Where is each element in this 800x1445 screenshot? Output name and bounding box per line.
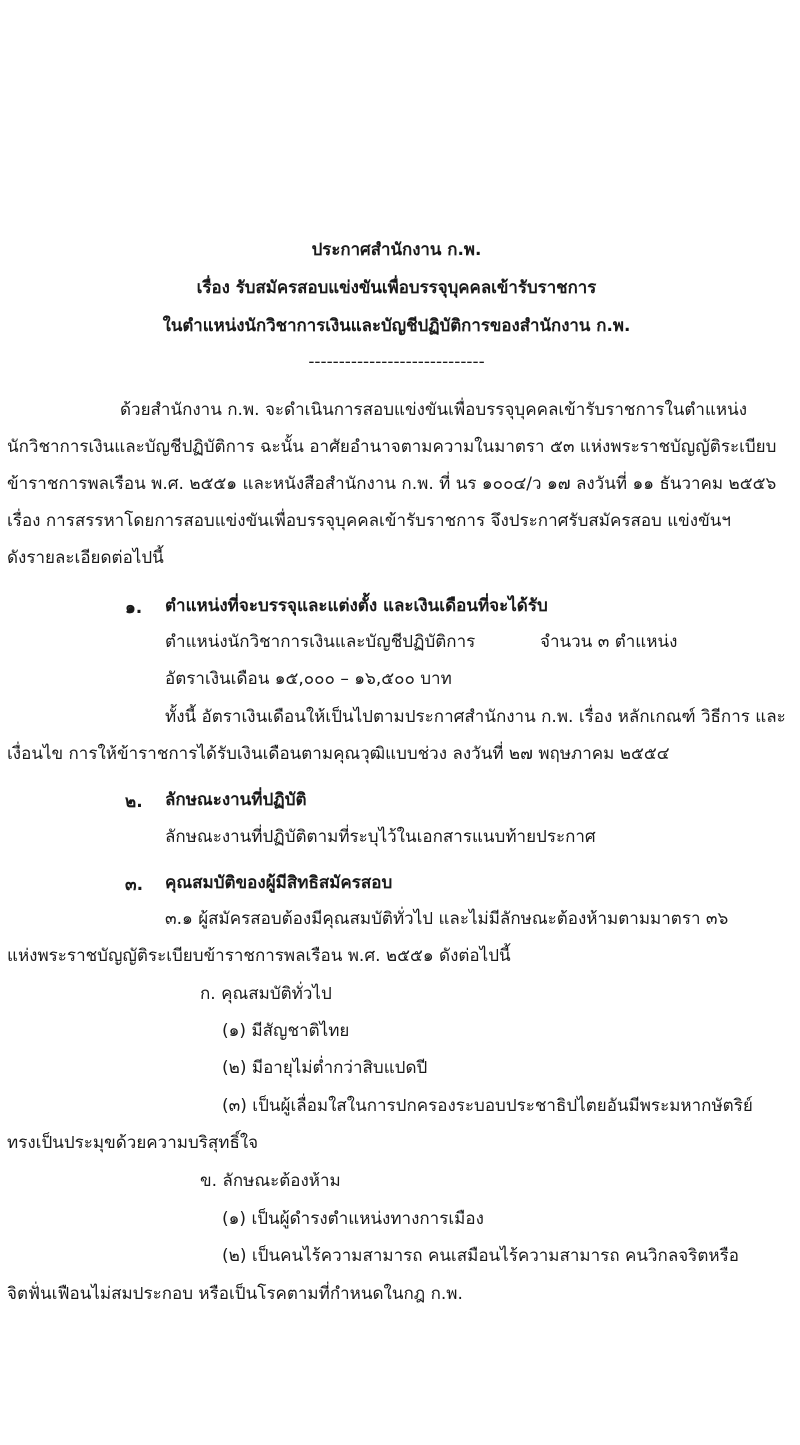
section-2-number: ๒. — [125, 792, 143, 812]
document-subject-line-2: ในตำแหน่งนักวิชาการเงินและบัญชีปฏิบัติการของสำนักงาน ก.พ. — [162, 316, 631, 336]
job-description: ลักษณะงานที่ปฏิบัติตามที่ระบุไว้ในเอกสารแนบท้ายประกาศ — [165, 827, 596, 847]
intro-line-1: ด้วยสำนักงาน ก.พ. จะดำเนินการสอบแข่งขันเพื่อบรรจุบุคคลเข้ารับราชการในตำแหน่ง — [120, 400, 748, 420]
section-1-number: ๑. — [125, 598, 143, 618]
document-title: ประกาศสำนักงาน ก.พ. — [311, 240, 482, 260]
intro-line-5: ดังรายละเอียดต่อไปนี้ — [7, 548, 164, 568]
section-2-heading: ลักษณะงานที่ปฏิบัติ — [165, 790, 307, 810]
prohibition-item-1: (๑) เป็นผู้ดำรงตำแหน่งทางการเมือง — [222, 1209, 484, 1229]
intro-line-3: ข้าราชการพลเรือน พ.ศ. ๒๕๕๑ และหนังสือสำนักงาน ก.พ. ที่ นร ๑๐๐๔/ว ๑๗ ลงวันที่ ๑๑ ธันวาคม ๒๕๕๖ — [7, 474, 777, 494]
prohibitions-label: ข. ลักษณะต้องห้าม — [200, 1171, 341, 1191]
intro-line-2: นักวิชาการเงินและบัญชีปฏิบัติการ ฉะนั้น อาศัยอำนาจตามความในมาตรา ๕๓ แห่งพระราชบัญญัติระเบียบ — [7, 437, 777, 457]
general-qualifications-label: ก. คุณสมบัติทั่วไป — [200, 984, 332, 1004]
intro-line-4: เรื่อง การสรรหาโดยการสอบแข่งขันเพื่อบรรจุบุคคลเข้ารับราชการ จึงประกาศรับสมัครสอบ แข่งขันฯ — [7, 511, 731, 531]
salary-range: อัตราเงินเดือน ๑๕,๐๐๐ – ๑๖,๕๐๐ บาท — [165, 669, 452, 689]
salary-note-line-1: ทั้งนี้ อัตราเงินเดือนให้เป็นไปตามประกาศสำนักงาน ก.พ. เรื่อง หลักเกณฑ์ วิธีการ และ — [165, 707, 786, 727]
qualification-item-1: (๑) มีสัญชาติไทย — [222, 1021, 350, 1041]
prohibition-item-2-line-1: (๒) เป็นคนไร้ความสามารถ คนเสมือนไร้ความสามารถ คนวิกลจริตหรือ — [222, 1246, 739, 1266]
section-1-heading: ตำแหน่งที่จะบรรจุและแต่งตั้ง และเงินเดือนที่จะได้รับ — [165, 596, 548, 616]
position-name: ตำแหน่งนักวิชาการเงินและบัญชีปฏิบัติการ — [165, 632, 476, 652]
document-subject: เรื่อง รับสมัครสอบแข่งขันเพื่อบรรจุบุคคลเข้ารับราชการ — [196, 278, 597, 298]
salary-note-line-2: เงื่อนไข การให้ข้าราชการได้รับเงินเดือนตามคุณวุฒิแบบช่วง ลงวันที่ ๒๗ พฤษภาคม ๒๕๕๔ — [7, 744, 670, 764]
qualification-intro-line-1: ๓.๑ ผู้สมัครสอบต้องมีคุณสมบัติทั่วไป และไม่มีลักษณะต้องห้ามตามมาตรา ๓๖ — [165, 909, 729, 929]
section-3-number: ๓. — [125, 875, 144, 895]
qualification-intro-line-2: แห่งพระราชบัญญัติระเบียบข้าราชการพลเรือน พ.ศ. ๒๕๕๑ ดังต่อไปนี้ — [7, 946, 511, 966]
section-3-heading: คุณสมบัติของผู้มีสิทธิสมัครสอบ — [165, 873, 393, 893]
qualification-item-2: (๒) มีอายุไม่ต่ำกว่าสิบแปดปี — [222, 1058, 428, 1078]
qualification-item-3-line-1: (๓) เป็นผู้เลื่อมใสในการปกครองระบอบประชาธิปไตยอันมีพระมหากษัตริย์ — [222, 1096, 753, 1116]
position-count: จำนวน ๓ ตำแหน่ง — [540, 632, 678, 652]
qualification-item-3-line-2: ทรงเป็นประมุขด้วยความบริสุทธิ์ใจ — [7, 1133, 259, 1153]
prohibition-item-2-line-2: จิตฟั่นเฟือนไม่สมประกอบ หรือเป็นโรคตามที่กำหนดในกฎ ก.พ. — [7, 1284, 463, 1304]
header-divider: ----------------------------- — [308, 352, 485, 372]
